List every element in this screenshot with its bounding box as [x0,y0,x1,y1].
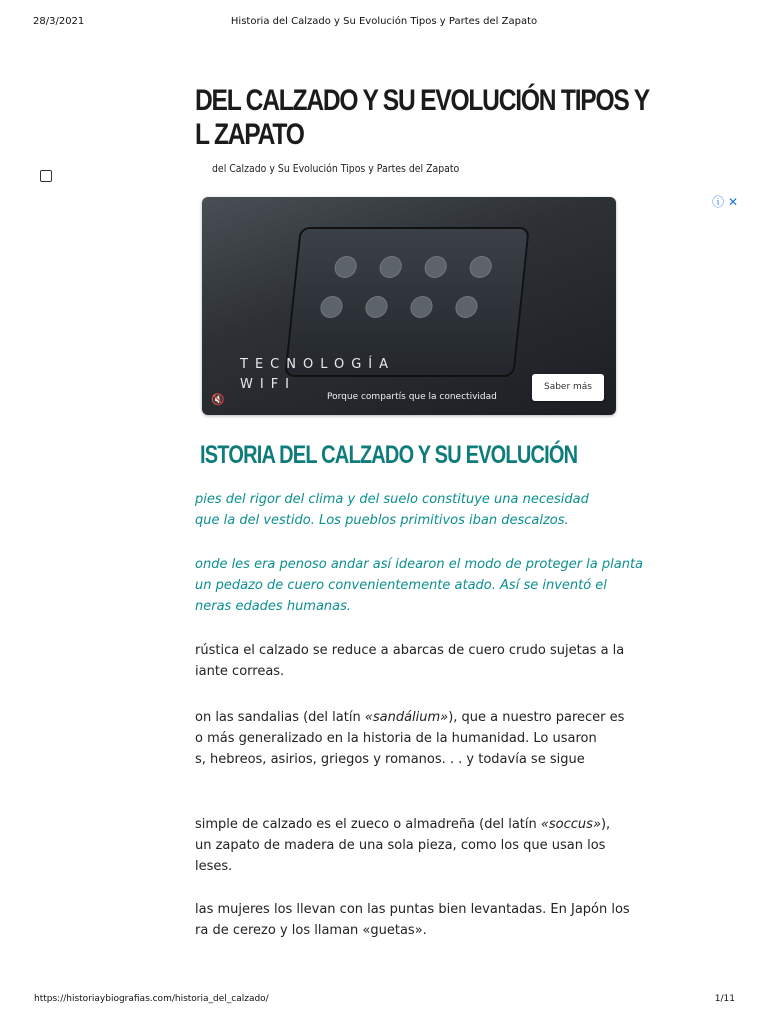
breadcrumb[interactable]: del Calzado y Su Evolución Tipos y Partes del Zapato [212,162,460,175]
print-date: 28/3/2021 [33,16,85,27]
print-title: Historia del Calzado y Su Evolución Tipos y Partes del Zapato [230,16,538,27]
left-gutter [0,60,195,980]
app-icon [320,297,342,317]
ad-choices[interactable] [708,193,738,210]
text-line: que la del vestido. Los pueblos primitivos iban descalzos. [195,513,569,528]
paragraph-6 [195,899,688,941]
mute-icon[interactable]: 🔇 [211,393,225,406]
text-line: s, hebreos, asirios, griegos y romanos. . . y todavía se sigue [195,752,585,767]
text-line: rústica el calzado se reduce a abarcas de cuero crudo sujetas a la [195,643,625,658]
page-title-line2: L ZAPATO [195,118,304,151]
page-number: 1/11 [714,994,735,1004]
ad-brand-line2: WIFI [240,377,296,392]
section-heading: ISTORIA DEL CALZADO Y SU EVOLUCIÓN [200,441,578,469]
text-line: un zapato de madera de una sola pieza, como los que usan los [195,838,606,853]
text-line: ra de cerezo y los llaman «guetas». [195,923,427,938]
ad-brand [240,355,395,395]
print-header [0,16,768,32]
text-line: o más generalizado en la historia de la humanidad. Lo usaron [195,731,597,746]
ad-brand-line1: TECNOLOGÍA [240,357,396,372]
text-run: on las sandalias (del latín [195,710,365,725]
checkbox[interactable] [40,170,52,182]
ad-tagline: Porque compartís que la conectividad [327,392,497,402]
ad-banner[interactable] [202,197,616,415]
text-line [195,707,688,728]
ad-cta-button[interactable]: Saber más [532,374,604,401]
page-title-line1: DEL CALZADO Y SU EVOLUCIÓN TIPOS Y [195,84,649,117]
text-line: neras edades humanas. [195,599,352,614]
latin-term: «sandálium» [364,710,449,725]
text-run: ), que a nuestro parecer es [448,710,625,725]
app-icon [455,297,477,317]
text-run: simple de calzado es el zueco o almadreña (del latín [195,817,541,832]
paragraph-3 [195,640,688,682]
text-line: pies del rigor del clima y del suelo constituye una necesidad [195,492,589,507]
print-url: https://historiaybiografias.com/historia_del_calzado/ [34,994,269,1004]
text-line: iante correas. [195,664,285,679]
latin-term: «soccus» [540,817,601,832]
text-line: un pedazo de cuero convenientemente atado. Así se inventó el [195,578,607,593]
app-icon [335,257,357,277]
paragraph-4 [195,707,688,770]
text-line: onde les era penoso andar así idearon el modo de proteger la planta [195,557,644,572]
app-icon [410,297,432,317]
app-icon [425,257,447,277]
paragraph-2 [195,554,688,617]
paragraph-5 [195,814,688,877]
text-line: leses. [195,859,233,874]
app-icon [365,297,387,317]
app-icon [380,257,402,277]
text-run: ), [600,817,611,832]
print-footer [0,994,768,1008]
paragraph-1 [195,489,688,531]
text-line [195,814,688,835]
page-title [195,84,649,152]
info-icon[interactable]: ⓘ [712,195,725,209]
app-icon [470,257,492,277]
text-line: las mujeres los llevan con las puntas bien levantadas. En Japón los [195,902,630,917]
close-icon[interactable]: ✕ [728,195,739,209]
